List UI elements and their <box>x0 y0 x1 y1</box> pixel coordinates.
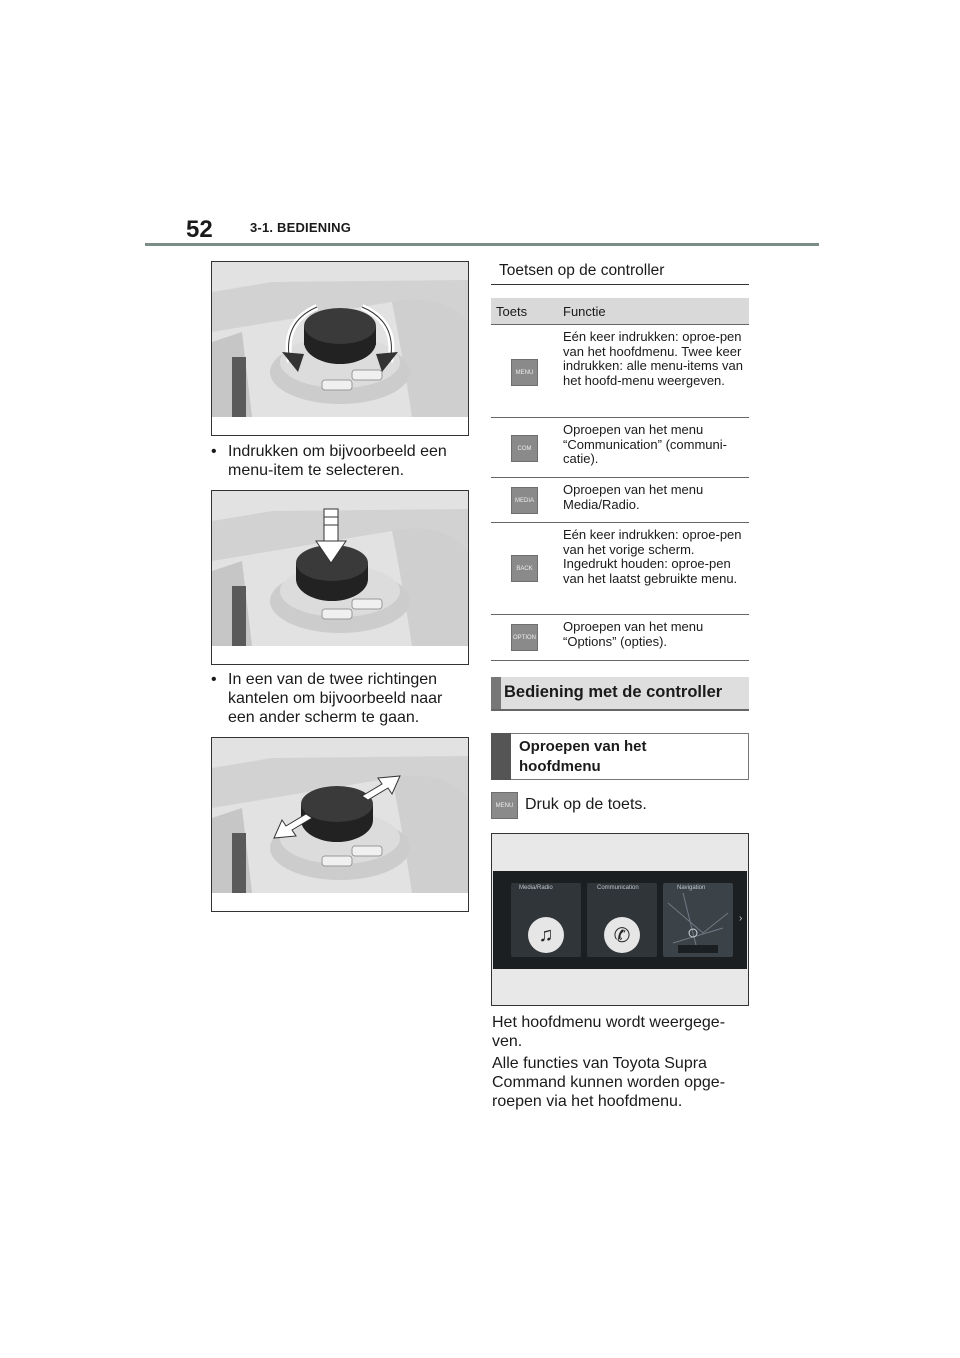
controller-rotate-illustration <box>211 261 469 436</box>
bullet-dot: • <box>211 671 217 688</box>
paragraph-main-menu-shown: Het hoofdmenu wordt weergege-ven. <box>492 1014 726 1050</box>
bullet-press <box>211 442 471 482</box>
section-heading <box>491 677 749 711</box>
controller-tilt-illustration <box>211 737 469 912</box>
table-row <box>491 417 749 478</box>
tile-communication <box>587 883 657 957</box>
function-text: Oproepen van het menu Media/Radio. <box>563 482 704 512</box>
function-text: Eén keer indrukken: oproe-pen van het vorige scherm. Ingedrukt houden: oproe-pen van het laatst gebruikte menu. <box>563 527 742 586</box>
table-title: Toetsen op de controller <box>491 260 749 285</box>
section-title: 3-1. BEDIENING <box>250 220 352 235</box>
chevron-right-icon: › <box>739 913 743 924</box>
menu-key-icon: MENU <box>491 792 518 819</box>
function-text: Oproepen van het menu “Options” (opties). <box>563 619 704 649</box>
column-header-function: Functie <box>563 304 606 319</box>
table-row <box>491 522 749 615</box>
paragraph-all-functions: Alle functies van Toyota Supra Command kunnen worden opge-roepen via het hoofdmenu. <box>492 1055 726 1110</box>
bullet-dot: • <box>211 443 217 460</box>
bullet-text: Indrukken om bijvoorbeeld een menu-item te selecteren. <box>228 443 447 479</box>
map-icon <box>663 883 733 957</box>
header-divider <box>145 243 819 246</box>
main-menu-screenshot <box>491 833 749 1006</box>
sub-heading-text: Oproepen van het hoofdmenu <box>519 738 647 775</box>
function-text: Oproepen van het menu “Communication” (communi-catie). <box>563 422 727 467</box>
tab-communication: Communication <box>597 885 639 891</box>
phone-icon: ✆ <box>604 917 640 953</box>
com-key-icon: COM <box>511 435 538 462</box>
option-key-icon: OPTION <box>511 624 538 651</box>
column-header-key: Toets <box>496 304 528 319</box>
sub-heading <box>491 733 749 780</box>
bullet-tilt <box>211 670 471 730</box>
function-text: Eén keer indrukken: oproe-pen van het hoofdmenu. Twee keer indrukken: alle menu-items van het hoofd-menu weergeven. <box>563 329 743 388</box>
controller-press-illustration <box>211 490 469 665</box>
table-row <box>491 477 749 523</box>
menu-key-icon: MENU <box>511 359 538 386</box>
screen-display <box>493 871 747 969</box>
page-number: 52 <box>186 216 213 243</box>
table-row <box>491 324 749 418</box>
tab-navigation: Navigation <box>677 885 706 891</box>
heading-bar <box>491 677 501 709</box>
back-key-icon: BACK <box>511 555 538 582</box>
music-note-icon: ♫ <box>528 917 564 953</box>
instruction-text: Druk op de toets. <box>525 796 647 813</box>
media-key-icon: MEDIA <box>511 487 538 514</box>
tab-media-radio: Media/Radio <box>519 885 553 891</box>
bullet-text: In een van de twee richtingen kantelen om bijvoorbeeld naar een ander scherm te gaan. <box>228 671 443 726</box>
tile-navigation <box>663 883 733 957</box>
table-row <box>491 614 749 661</box>
tile-media <box>511 883 581 957</box>
section-heading-text: Bediening met de controller <box>504 683 723 701</box>
sub-heading-bar <box>491 733 511 780</box>
table-header <box>491 298 749 325</box>
